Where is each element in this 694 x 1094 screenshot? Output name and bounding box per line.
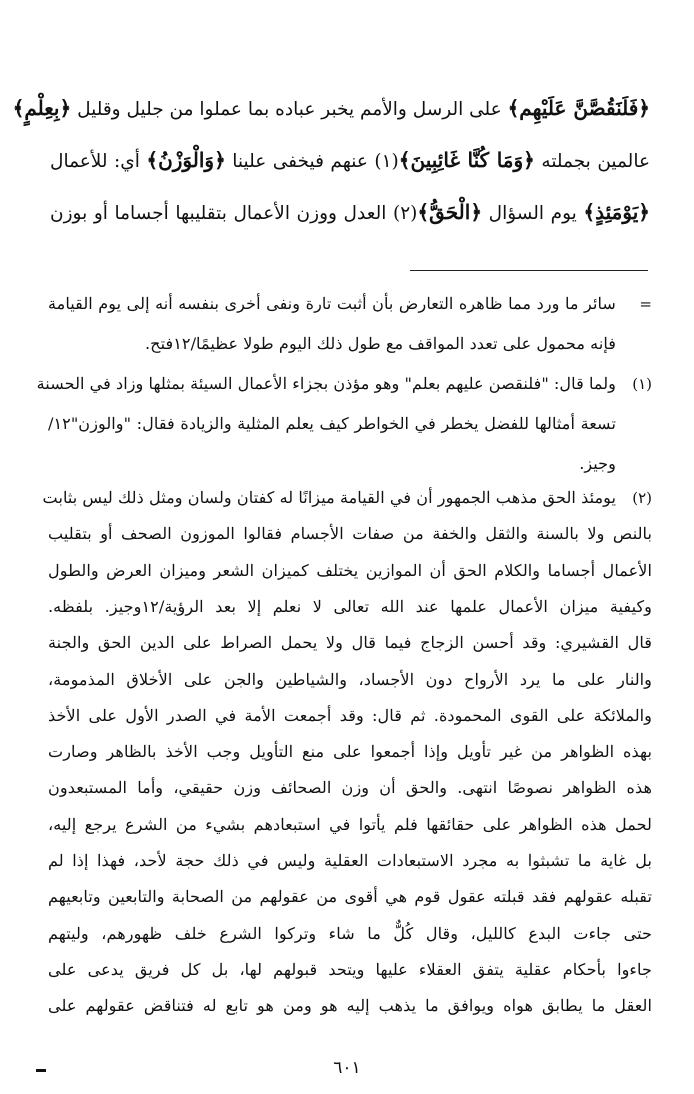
page-number: ٦٠١ xyxy=(333,1058,361,1078)
footnote-2-line: (٢) يومئذ الحق مذهب الجمهور أن في القيامة ميزانًا له كفتان ولسان ومثل ذلك ليس بثابت xyxy=(48,480,652,516)
footnote-continued-line: فإنه محمول على تعدد المواقف مع طول ذلك اليوم طولا عظيمًا/١٢فتح. xyxy=(144,334,616,353)
quran-quote: ﴿وَمَا كُنَّا غَائِبِينَ﴾ xyxy=(398,148,535,172)
footnote-2-line: جاءوا بأحكام عقلية يتفق العقلاء عليها ويتحد قبولهم لها، بل كل فريق يدعى على xyxy=(48,959,652,979)
commentary-text: (٢) العدل ووزن الأعمال بتقليبها أجساما أو بوزن xyxy=(50,203,418,224)
footnote-2-line: قال القشيري: وقد أحسن الزجاج فيما قال ولا يحمل الصراط على الدين الحق والجنة xyxy=(48,633,652,653)
footnote-1-number: (١) xyxy=(632,375,652,393)
footnote-1-line: وجيز. xyxy=(579,454,616,473)
footnote-2-line: بل غاية ما تشبثوا به مجرد الاستبعادات العقلية وليس في ذلك حجة لأحد، فهذا إذا لم xyxy=(48,851,652,870)
footnote-2-line: حتى جاءت البدع كالليل، وقال كُلٌّ ما شاء وتركوا الشرع خلف ظهورهم، وليتهم xyxy=(48,923,652,943)
footnote-separator xyxy=(410,270,648,271)
footnote-2-line: وكيفية ميزان الأعمال علمها عند الله تعالى لا نعلم إلا بعد الرؤية/١٢وجيز. بلفظه. xyxy=(48,596,652,616)
footnote-2-line: الأعمال أجساما والكلام الحق أن الموازين يختلف كميزان الشعر وميزان العرض والطول xyxy=(48,560,652,580)
footnote-2-line: لحمل هذه الظواهر على حقائقها فلم يأتوا في استبعادهم بشيء من الشرع يرجع إليه، xyxy=(48,814,652,834)
footnote-2-number: (٢) xyxy=(632,489,652,507)
quran-quote: ﴿الْحَقُّ﴾ xyxy=(417,200,483,224)
quran-quote: ﴿بِعِلْمٍ﴾ xyxy=(12,96,72,120)
footnote-2-line: بهذه الظواهر من غير تأويل وإذا أجمعوا على منع التأويل وجب الأخذ بالظاهر وصارت xyxy=(48,742,652,762)
footnote-continued-line: = سائر ما ورد مما ظاهره التعارض بأن أثبت تارة ونفى أخرى بنفسه أنه إلى يوم القيامة xyxy=(48,286,652,322)
continuation-dash xyxy=(36,1069,46,1072)
footnote-1-line: (١) ولما قال: "فلنقصن عليهم بعلم" وهو مؤذن بجزاء الأعمال السيئة بمثلها وزاد في الحسنة xyxy=(48,366,652,402)
footnote-2-line: تقبله عقولهم فقد قبلته عقول قوم هي أقوى من عقولهم من الصحابة والتابعين وتابعيهم xyxy=(48,887,652,907)
quran-quote: ﴿فَلَنَقُصَّنَّ عَلَيْهِم﴾ xyxy=(507,96,650,120)
footnote-1-line: تسعة أمثالها للفضل يخطر في الخواطر كيف يعلم المثلية والزيادة فقال: "والوزن"١٢/ xyxy=(48,414,616,433)
quran-quote: ﴿وَالْوَزْنُ﴾ xyxy=(146,148,226,172)
commentary-text: (١) عنهم فيخفى علينا xyxy=(225,151,399,172)
commentary-text: عالمين بجملته xyxy=(534,151,650,172)
footnote-2-line: والنار على ما يرد الأرواح دون الأجساد، والشياطين والجن على الأخلاق المذمومة، xyxy=(48,669,652,689)
commentary-text: على الرسل والأمم يخبر عباده بما عملوا من جليل وقليل xyxy=(71,99,508,120)
commentary-text: أي: للأعمال xyxy=(50,151,147,172)
main-text-line xyxy=(50,140,650,180)
commentary-text: يوم السؤال xyxy=(482,203,584,224)
quran-quote: ﴿يَوْمَئِذٍ﴾ xyxy=(583,200,650,224)
continuation-mark: = xyxy=(639,295,652,313)
main-text-line xyxy=(50,192,650,232)
footnote-2-line: بالنص ولا بالسنة والثقل والخفة من صفات الأجسام فقالوا الموزون الصحف أو بتقليب xyxy=(48,524,652,544)
footnote-2-line: هذه الظواهر نصوصًا انتهى. والحق أن وزن الصحائف وزن حقيقي، وأما المستبعدون xyxy=(48,778,652,798)
main-text-line xyxy=(12,88,650,128)
footnote-2-line: والملائكة على القوى المحمودة. ثم قال: وقد أجمعت الأمة في الصدر الأول على الأخذ xyxy=(48,705,652,725)
footnote-2-line: العقل ما يطابق هواه ويوافق ما يذهب إليه هو ومن هو تابع له فتناقض عقولهم على xyxy=(48,996,652,1016)
